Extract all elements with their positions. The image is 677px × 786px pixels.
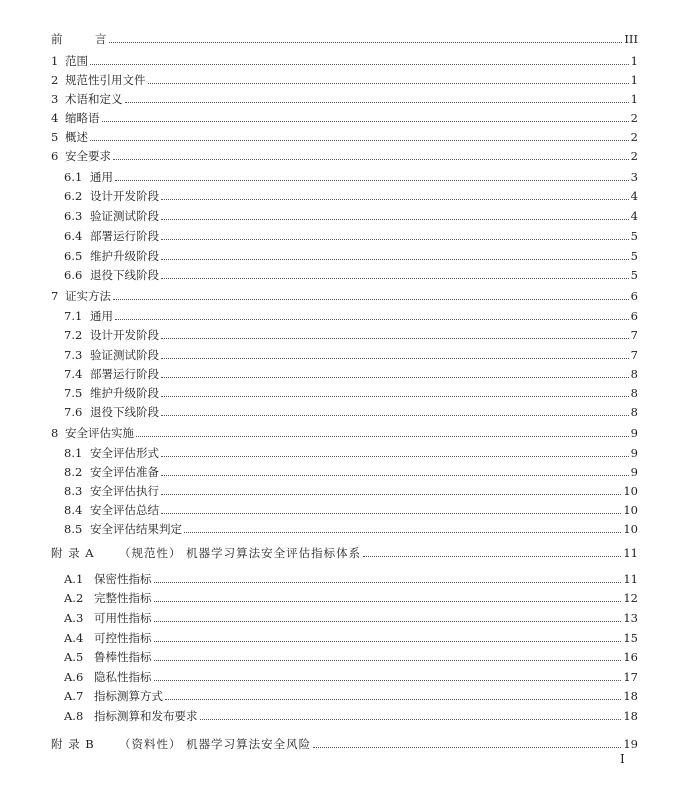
toc-entry[interactable] [64,568,638,586]
toc-entry-page: 4 [630,189,638,203]
toc-entry-title: 安全评估准备 [90,465,159,479]
toc-entry[interactable] [51,88,638,106]
toc-entry-page: 11 [623,546,638,560]
toc-entry-page: 17 [623,670,638,684]
toc-entry[interactable] [64,499,638,517]
toc-entry-number: 7.4 [64,367,83,381]
toc-entry[interactable] [64,305,638,323]
toc-entry-title: 安全评估实施 [65,426,134,440]
toc-entry-number: 4 [51,111,59,125]
toc-leader-dots [161,199,629,200]
toc-entry[interactable] [64,264,638,282]
toc-entry-title: 证实方法 [65,289,111,303]
toc-leader-dots [154,680,622,681]
toc-entry-page: III [624,32,638,46]
toc-entry-page: 10 [623,503,638,517]
toc-entry-page: 2 [630,149,638,163]
toc-leader-dots [200,719,622,720]
toc-entry-page: 2 [630,130,638,144]
toc-entry-number: 3 [51,92,59,106]
toc-leader-dots [113,159,629,160]
toc-entry[interactable] [51,542,638,560]
toc-entry[interactable] [64,587,638,605]
toc-entry-number: 8.4 [64,503,83,517]
toc-entry-page: 9 [630,426,638,440]
toc-entry-title: 范围 [65,54,88,68]
toc-entry-number: A.6 [64,670,84,684]
toc-entry-title: 安全评估执行 [90,484,159,498]
toc-entry[interactable] [64,205,638,223]
toc-entry[interactable] [51,285,638,303]
toc-entry-title: 设计开发阶段 [90,189,159,203]
toc-leader-dots [161,494,621,495]
toc-entry[interactable] [64,324,638,342]
toc-entry-title: （规范性） 机器学习算法安全评估指标体系 [119,546,362,560]
toc-entry-page: 2 [630,111,638,125]
toc-entry-page: 9 [630,446,638,460]
toc-entry-number: 5 [51,130,59,144]
toc-leader-dots [90,64,629,65]
toc-entry-number: 8.3 [64,484,83,498]
toc-entry-title: 设计开发阶段 [90,328,159,342]
toc-entry-number: A.1 [64,572,84,586]
toc-entry-number: A.3 [64,611,84,625]
toc-entry-title: 安全评估形式 [90,446,159,460]
toc-entry-title: 隐私性指标 [94,670,152,684]
toc-entry[interactable] [51,50,638,68]
toc-entry-number: 2 [51,73,59,87]
toc-entry[interactable] [64,480,638,498]
toc-entry[interactable] [51,107,638,125]
toc-entry[interactable] [64,442,638,460]
toc-entry[interactable] [64,685,638,703]
toc-entry-number: 8 [51,426,59,440]
toc-entry-title: 安全评估总结 [90,503,159,517]
toc-entry-page: 4 [630,209,638,223]
toc-entry-number: 6.5 [64,249,83,263]
toc-entry-number: A.4 [64,631,84,645]
toc-entry-number: 6.1 [64,170,83,184]
toc-entry-title: 部署运行阶段 [90,229,159,243]
toc-entry[interactable] [51,28,638,46]
page-number: I [620,752,625,766]
toc-entry-page: 10 [623,484,638,498]
toc-entry-page: 13 [623,611,638,625]
toc-entry-page: 1 [630,73,638,87]
toc-entry-title: 安全评估结果判定 [90,522,182,536]
toc-entry[interactable] [51,126,638,144]
toc-entry-title: 保密性指标 [94,572,152,586]
toc-entry[interactable] [64,225,638,243]
toc-entry-page: 6 [630,289,638,303]
toc-entry-page: 18 [623,689,638,703]
toc-entry-number: 7.1 [64,309,83,323]
toc-entry[interactable] [64,461,638,479]
toc-entry-title: 维护升级阶段 [90,386,159,400]
toc-entry-number: 7.2 [64,328,83,342]
toc-entry-title: 退役下线阶段 [90,405,159,419]
toc-entry-number: 7 [51,289,59,303]
toc-entry-number: A.7 [64,689,84,703]
toc-leader-dots [115,180,629,181]
toc-entry-page: 18 [623,709,638,723]
toc-entry[interactable] [64,705,638,723]
toc-leader-dots [154,582,622,583]
toc-leader-dots [154,641,622,642]
toc-entry-title: 言 [95,32,107,46]
toc-entry-number: 6.3 [64,209,83,223]
toc-entry[interactable] [64,245,638,263]
toc-entry[interactable] [64,185,638,203]
toc-entry-page: 5 [630,229,638,243]
toc-entry-page: 7 [630,348,638,362]
toc-leader-dots [136,436,629,437]
toc-entry-title: 验证测试阶段 [90,348,159,362]
toc-leader-dots [161,513,621,514]
toc-entry-title: 安全要求 [65,149,111,163]
toc-leader-dots [161,396,629,397]
toc-leader-dots [109,42,623,43]
toc-entry-page: 15 [623,631,638,645]
toc-leader-dots [125,102,629,103]
toc-leader-dots [161,338,629,339]
toc-entry[interactable] [64,166,638,184]
toc-entry-page: 1 [630,92,638,106]
toc-leader-dots [161,278,629,279]
toc-entry[interactable] [51,145,638,163]
toc-leader-dots [102,121,629,122]
toc-entry-title: 可控性指标 [94,631,152,645]
toc-entry[interactable] [51,733,638,751]
toc-entry-title: 部署运行阶段 [90,367,159,381]
toc-leader-dots [113,299,629,300]
toc-entry[interactable] [51,69,638,87]
toc-entry[interactable] [64,382,638,400]
toc-entry-page: 12 [623,591,638,605]
toc-entry-title: 验证测试阶段 [90,209,159,223]
toc-leader-dots [161,415,629,416]
toc-entry-page: 7 [630,328,638,342]
toc-entry[interactable] [64,363,638,381]
toc-entry-page: 8 [630,386,638,400]
toc-entry-page: 5 [630,268,638,282]
toc-leader-dots [161,239,629,240]
toc-entry[interactable] [51,422,638,440]
toc-leader-dots [161,475,629,476]
toc-leader-dots [115,319,629,320]
toc-entry-number: 附 录 B [51,737,95,751]
toc-entry-title: 退役下线阶段 [90,268,159,282]
toc-entry-number: 1 [51,54,59,68]
toc-entry-title: 通用 [90,170,113,184]
toc-entry-number: 8.2 [64,465,83,479]
toc-entry-number: 7.3 [64,348,83,362]
toc-leader-dots [154,601,622,602]
toc-leader-dots [363,556,621,557]
toc-entry-title: 规范性引用文件 [65,73,146,87]
toc-entry-number: 6.2 [64,189,83,203]
toc-entry-number: 8.1 [64,446,83,460]
toc-entry-page: 3 [630,170,638,184]
toc-entry-number: A.8 [64,709,84,723]
toc-leader-dots [154,621,622,622]
toc-leader-dots [161,377,629,378]
toc-entry[interactable] [64,607,638,625]
toc-leader-dots [184,532,621,533]
toc-leader-dots [161,358,629,359]
toc-leader-dots [148,83,629,84]
toc-entry-title: 概述 [65,130,88,144]
toc-leader-dots [154,660,622,661]
toc-entry-title: 指标测算方式 [94,689,163,703]
toc-entry-page: 19 [623,737,638,751]
toc-entry[interactable] [64,518,638,536]
toc-entry[interactable] [64,401,638,419]
toc-entry-number: 8.5 [64,522,83,536]
toc-leader-dots [90,140,629,141]
toc-leader-dots [161,219,629,220]
toc-entry-number: A.5 [64,650,84,664]
toc-entry[interactable] [64,666,638,684]
toc-leader-dots [161,259,629,260]
toc-entry-title: 可用性指标 [94,611,152,625]
toc-entry-title: （资料性） 机器学习算法安全风险 [119,737,312,751]
toc-entry-page: 10 [623,522,638,536]
toc-entry-page: 16 [623,650,638,664]
toc-entry-page: 9 [630,465,638,479]
toc-entry-number: A.2 [64,591,84,605]
toc-entry-page: 5 [630,249,638,263]
toc-entry-page: 8 [630,405,638,419]
toc-entry-number: 7.5 [64,386,83,400]
toc-entry-number: 7.6 [64,405,83,419]
toc-entry-number: 前 [51,32,63,46]
toc-entry[interactable] [64,344,638,362]
toc-entry-page: 11 [623,572,638,586]
toc-entry-title: 维护升级阶段 [90,249,159,263]
toc-entry[interactable] [64,646,638,664]
toc-leader-dots [161,456,629,457]
toc-entry-page: 6 [630,309,638,323]
toc-entry-page: 8 [630,367,638,381]
toc-entry-title: 鲁棒性指标 [94,650,152,664]
toc-leader-dots [313,747,621,748]
toc-entry-page: 1 [630,54,638,68]
toc-entry-title: 指标测算和发布要求 [94,709,198,723]
toc-entry-title: 通用 [90,309,113,323]
toc-entry-number: 6.6 [64,268,83,282]
toc-entry-title: 缩略语 [65,111,100,125]
toc-entry-number: 附 录 A [51,546,95,560]
toc-leader-dots [165,699,621,700]
toc-entry[interactable] [64,627,638,645]
toc-entry-title: 完整性指标 [94,591,152,605]
toc-entry-number: 6 [51,149,59,163]
toc-entry-title: 术语和定义 [65,92,123,106]
toc-entry-number: 6.4 [64,229,83,243]
